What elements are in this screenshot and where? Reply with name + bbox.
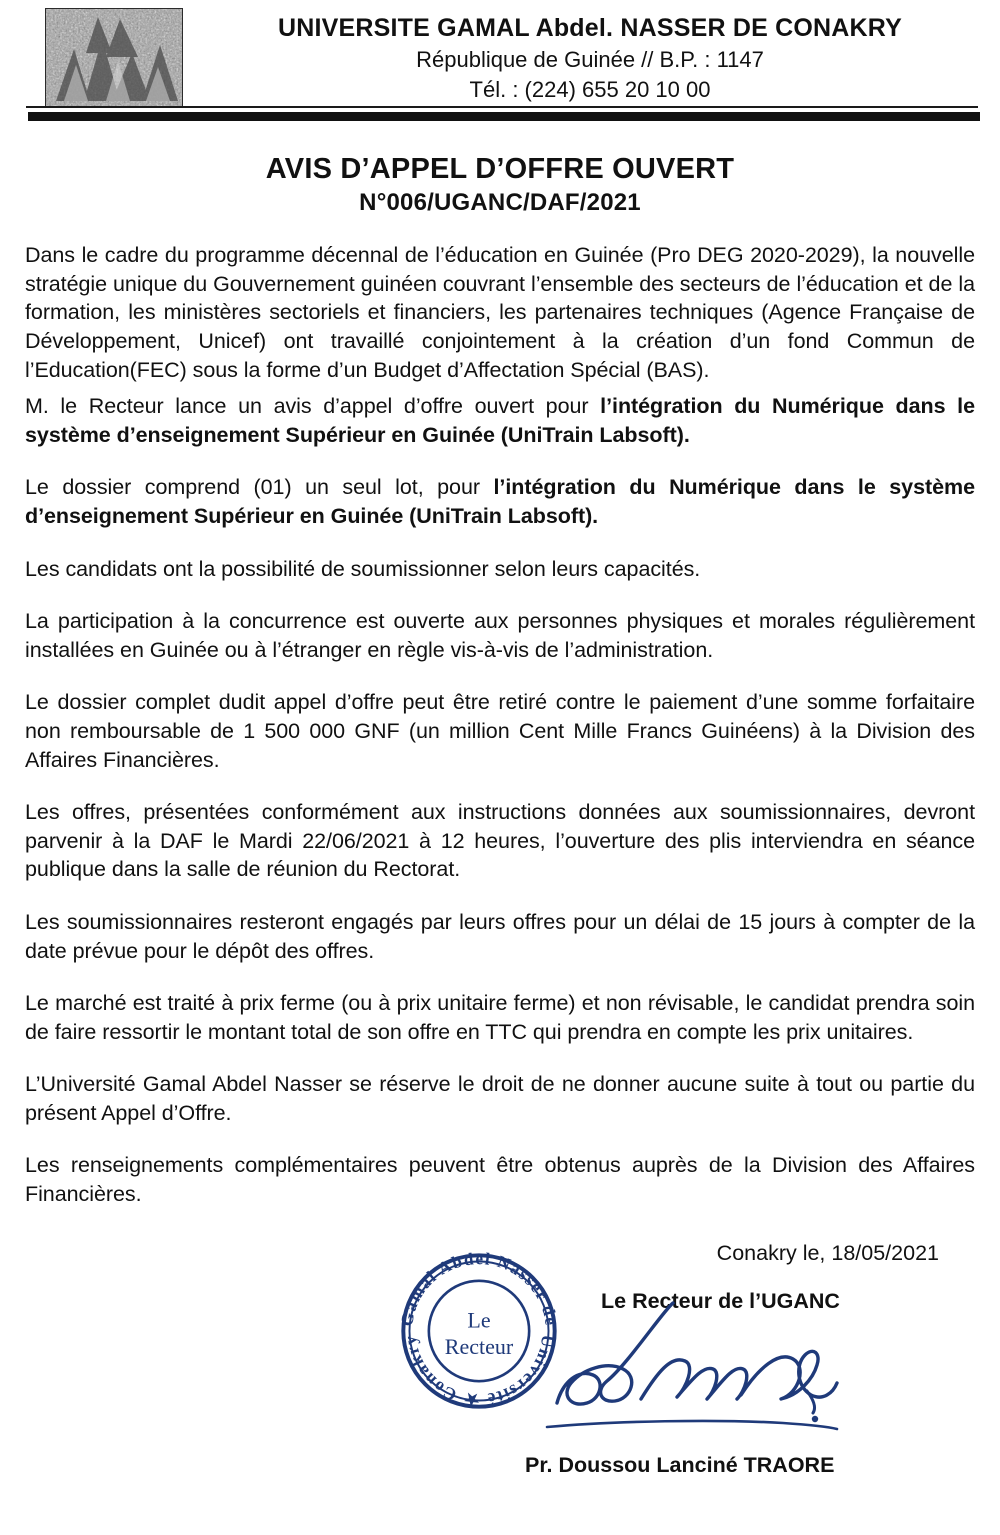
paragraph-reservation-of-rights: L’Université Gamal Abdel Nasser se réserve le droit de ne donner aucune suite à tout ou partie du présent Appel d’Offre. [25,1072,975,1125]
paragraph-context: Dans le cadre du programme décennal de l’éducation en Guinée (Pro DEG 2020-2029), la nouvelle stratégie unique du Gouvernement guinéen couvrant l’ensemble des secteurs de l’éducation et de la formation, les ministères sectoriels et financiers, les partenaires techniques (Agence Française de Développement, Unicef) ont travaillé conjointement à la création d’un fond Commun de l’Education(FEC) sous la forme d’un Budget d’Affectation Spécial (BAS). [25,243,975,382]
telephone-line: Tél. : (224) 655 20 10 00 [469,76,711,102]
svg-text:Recteur: Recteur [444,1333,514,1359]
place-and-date: Conakry le, 18/05/2021 [716,1240,939,1265]
lot-subject-bold: l’intégration du Numérique dans le système d’enseignement Supérieur en Guinée (UniTrain Labsoft). [25,475,975,528]
lot-description-prefix: Le dossier comprend (01) un seul lot, pour [25,475,494,500]
paragraph-file-purchase-fee: Le dossier complet dudit appel d’offre peut être retiré contre le paiement d’une somme forfaitaire non remboursable de 1 500 000 GNF (un million Cent Mille Francs Guinéens) à la Division des Affaires Financières. [25,690,975,772]
document-body [25,241,975,1492]
organization-name: UNIVERSITE GAMAL Abdel. NASSER DE CONAKRY [278,14,902,42]
paragraph-tender-announcement [25,392,975,449]
paragraph-lot-description [25,473,975,530]
handwritten-signature [545,1295,875,1445]
document-reference-number: N°006/UGANC/DAF/2021 [359,189,641,217]
paragraph-participation-eligibility: La participation à la concurrence est ouverte aux personnes physiques et morales régulièrement installées en Guinée ou à l’étranger en règle vis-à-vis de l’administration. [25,609,975,662]
tender-announcement-prefix: M. le Recteur lance un avis d’appel d’offre ouvert pour [25,394,601,419]
paragraph-price-terms: Le marché est traité à prix ferme (ou à prix unitaire ferme) et non révisable, le candidat prendra soin de faire ressortir le montant total de son offre en TTC qui prendra en compte les prix unitaires. [25,991,975,1044]
paragraph-further-information: Les renseignements complémentaires peuvent être obtenus auprès de la Division des Affaires Financières. [25,1153,975,1207]
svg-text:Université ★ Conakry: Université ★ Conakry [400,1333,558,1410]
university-crest-image [45,8,183,107]
svg-text:Gamal Abdel Nasser de: Gamal Abdel Nasser de [397,1248,561,1328]
letterhead-text [190,14,990,103]
paragraph-candidate-capacity: Les candidats ont la possibilité de soumissionner selon leurs capacités. [25,556,701,581]
tender-subject-bold: l’intégration du Numérique dans le système d’enseignement Supérieur en Guinée (UniTrain Labsoft). [25,394,975,447]
svg-text:Le: Le [467,1307,491,1333]
paragraph-submission-deadline: Les offres, présentées conformément aux instructions données aux soumissionnaires, devront parvenir à la DAF le Mardi 22/06/2021 à 12 heures, l’ouverture des plis interviendra en séance publique dans la salle de réunion du Rectorat. [25,800,975,882]
official-seal-stamp [391,1243,567,1419]
header-rule-thick [28,112,980,121]
rector-title-label: Le Recteur de l’UGANC [601,1288,840,1313]
signature-block [25,1233,975,1493]
header-rule-thin [26,106,978,108]
paragraph-bid-validity: Les soumissionnaires resteront engagés par leurs offres pour un délai de 15 jours à compter de la date prévue pour le dépôt des offres. [25,909,975,963]
republic-and-pobox: République de Guinée // B.P. : 1147 [416,47,764,72]
page-title: AVIS D’APPEL D’OFFRE OUVERT [265,153,735,185]
rector-full-name: Pr. Doussou Lanciné TRAORE [525,1452,835,1477]
document-title-block [0,152,1000,217]
letterhead [0,0,1000,124]
